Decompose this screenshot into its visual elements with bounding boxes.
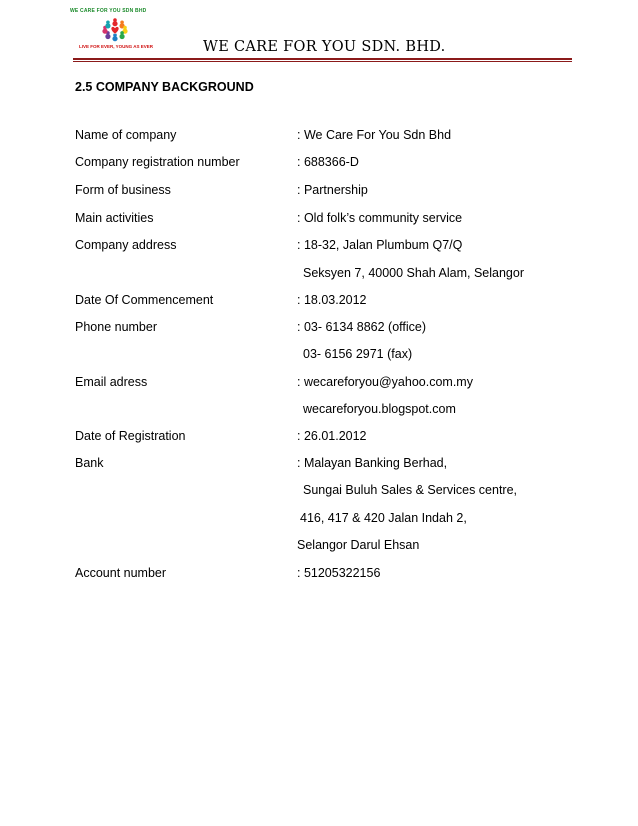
row-label: Form of business xyxy=(75,183,171,197)
row-value: Selangor Darul Ehsan xyxy=(297,538,420,552)
row-value: : We Care For You Sdn Bhd xyxy=(297,128,452,142)
section-heading: 2.5 COMPANY BACKGROUND xyxy=(75,80,254,94)
row-value: : wecareforyou@yahoo.com.my xyxy=(297,375,473,389)
company-logo xyxy=(70,8,160,53)
row-value: : Old folk’s community service xyxy=(297,211,463,225)
logo-figures-icon xyxy=(92,16,138,44)
row-label: Bank xyxy=(75,456,104,470)
row-label: Date of Registration xyxy=(75,429,186,443)
row-value: Sungai Buluh Sales & Services centre, xyxy=(303,483,518,497)
row-value: : 18-32, Jalan Plumbum Q7/Q xyxy=(297,238,463,252)
row-label: Email adress xyxy=(75,375,148,389)
row-value: : 688366-D xyxy=(297,155,359,169)
row-value: : 51205322156 xyxy=(297,566,381,580)
logo-bottom-text: LIVE FOR EVER, YOUNG AS EVER xyxy=(79,44,154,49)
row-value: : 03- 6134 8862 (office) xyxy=(297,320,427,334)
row-value: : Partnership xyxy=(297,183,368,197)
row-value: : 26.01.2012 xyxy=(297,429,367,443)
row-label: Name of company xyxy=(75,128,177,142)
row-label: Company address xyxy=(75,238,177,252)
row-value: wecareforyou.blogspot.com xyxy=(303,402,456,416)
row-label: Phone number xyxy=(75,320,158,334)
logo-top-text: WE CARE FOR YOU SDN BHD xyxy=(70,8,147,14)
row-value: 03- 6156 2971 (fax) xyxy=(303,347,413,361)
row-label: Date Of Commencement xyxy=(75,293,214,307)
document-header-title: WE CARE FOR YOU SDN. BHD. xyxy=(203,39,446,55)
header-rule-thin xyxy=(73,61,572,62)
header-rule xyxy=(73,58,572,60)
row-value: : 18.03.2012 xyxy=(297,293,367,307)
row-label: Account number xyxy=(75,566,167,580)
row-value: Seksyen 7, 40000 Shah Alam, Selangor xyxy=(303,266,524,280)
row-value: 416, 417 & 420 Jalan Indah 2, xyxy=(300,511,467,525)
row-label: Main activities xyxy=(75,211,154,225)
row-value: : Malayan Banking Berhad, xyxy=(297,456,448,470)
row-label: Company registration number xyxy=(75,155,240,169)
